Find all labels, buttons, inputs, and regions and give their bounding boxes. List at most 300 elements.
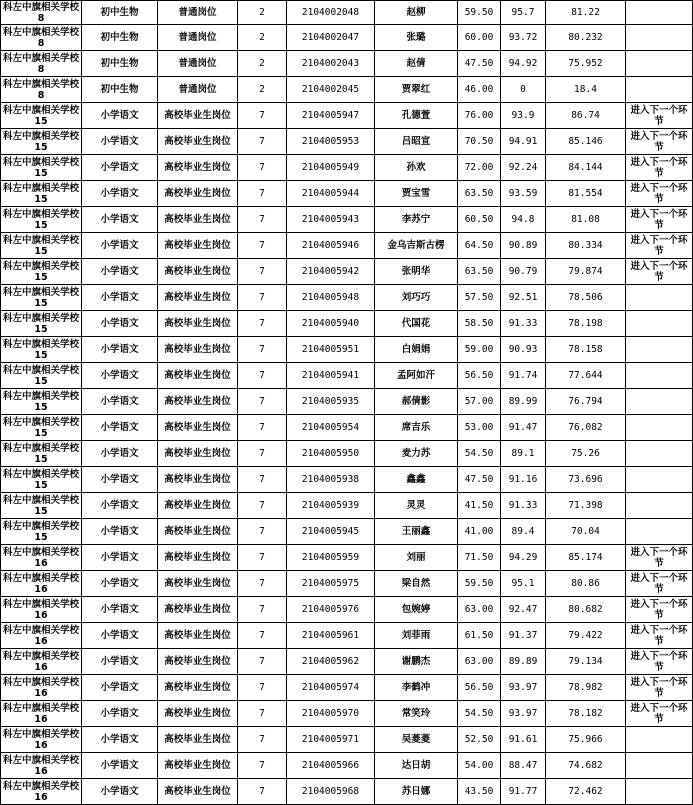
candidate-name-cell: 常笑玲 [375,701,458,727]
table-row [1,467,693,493]
candidate-name-cell: 代国花 [375,311,458,337]
total-score-cell: 85.146 [546,129,626,155]
candidate-name-cell: 席吉乐 [375,415,458,441]
exam-id-cell: 2104005975 [287,571,375,597]
candidate-name-cell: 李苏宁 [375,207,458,233]
quota-cell: 7 [238,155,287,181]
written-score-cell: 56.50 [458,675,501,701]
quota-cell: 7 [238,233,287,259]
interview-score-cell: 88.47 [501,753,546,779]
quota-cell: 2 [238,1,287,25]
candidate-name-cell: 刘菲雨 [375,623,458,649]
post-cell: 高校毕业生岗位 [158,233,238,259]
subject-cell: 小学语文 [82,233,158,259]
exam-id-cell: 2104005961 [287,623,375,649]
exam-id-cell: 2104005948 [287,285,375,311]
post-cell: 高校毕业生岗位 [158,441,238,467]
written-score-cell: 43.50 [458,779,501,805]
subject-cell: 小学语文 [82,753,158,779]
written-score-cell: 60.00 [458,25,501,51]
post-cell: 高校毕业生岗位 [158,519,238,545]
total-score-cell: 80.682 [546,597,626,623]
total-score-cell: 80.86 [546,571,626,597]
table-row [1,259,693,285]
exam-id-cell: 2104005966 [287,753,375,779]
total-score-cell: 81.554 [546,181,626,207]
post-cell: 高校毕业生岗位 [158,779,238,805]
subject-cell: 小学语文 [82,415,158,441]
interview-score-cell: 91.33 [501,311,546,337]
table-row [1,207,693,233]
candidate-name-cell: 孔德萱 [375,103,458,129]
quota-cell: 7 [238,285,287,311]
exam-id-cell: 2104005954 [287,415,375,441]
interview-score-cell: 89.1 [501,441,546,467]
candidate-name-cell: 吕昭宣 [375,129,458,155]
note-cell: 进入下一个环节 [626,181,693,207]
total-score-cell: 78.982 [546,675,626,701]
written-score-cell: 59.50 [458,1,501,25]
school-cell: 科左中旗相关学校15 [1,103,82,129]
interview-score-cell: 89.99 [501,389,546,415]
written-score-cell: 59.50 [458,571,501,597]
total-score-cell: 80.334 [546,233,626,259]
candidate-name-cell: 灵灵 [375,493,458,519]
table-row [1,727,693,753]
exam-id-cell: 2104002047 [287,25,375,51]
school-cell: 科左中旗相关学校15 [1,389,82,415]
interview-score-cell: 91.61 [501,727,546,753]
interview-score-cell: 93.59 [501,181,546,207]
post-cell: 高校毕业生岗位 [158,259,238,285]
quota-cell: 7 [238,753,287,779]
total-score-cell: 75.26 [546,441,626,467]
note-cell: 进入下一个环节 [626,207,693,233]
quota-cell: 7 [238,727,287,753]
table-row [1,1,693,25]
written-score-cell: 63.50 [458,259,501,285]
subject-cell: 小学语文 [82,207,158,233]
subject-cell: 初中生物 [82,77,158,103]
note-cell: 进入下一个环节 [626,259,693,285]
interview-score-cell: 90.93 [501,337,546,363]
subject-cell: 小学语文 [82,337,158,363]
school-cell: 科左中旗相关学校15 [1,519,82,545]
note-cell: 进入下一个环节 [626,545,693,571]
note-cell [626,285,693,311]
table-row [1,753,693,779]
note-cell: 进入下一个环节 [626,129,693,155]
subject-cell: 小学语文 [82,311,158,337]
school-cell: 科左中旗相关学校8 [1,1,82,25]
note-cell [626,441,693,467]
written-score-cell: 63.50 [458,181,501,207]
post-cell: 高校毕业生岗位 [158,181,238,207]
candidate-name-cell: 刘巧巧 [375,285,458,311]
post-cell: 高校毕业生岗位 [158,571,238,597]
written-score-cell: 54.50 [458,701,501,727]
subject-cell: 小学语文 [82,519,158,545]
table-row [1,389,693,415]
school-cell: 科左中旗相关学校15 [1,181,82,207]
table-row [1,51,693,77]
exam-id-cell: 2104005941 [287,363,375,389]
note-cell [626,779,693,805]
written-score-cell: 54.00 [458,753,501,779]
post-cell: 高校毕业生岗位 [158,363,238,389]
post-cell: 高校毕业生岗位 [158,285,238,311]
post-cell: 高校毕业生岗位 [158,103,238,129]
quota-cell: 7 [238,597,287,623]
school-cell: 科左中旗相关学校16 [1,675,82,701]
interview-score-cell: 94.92 [501,51,546,77]
school-cell: 科左中旗相关学校16 [1,753,82,779]
post-cell: 高校毕业生岗位 [158,675,238,701]
quota-cell: 7 [238,103,287,129]
school-cell: 科左中旗相关学校15 [1,363,82,389]
interview-score-cell: 0 [501,77,546,103]
table-row [1,233,693,259]
subject-cell: 小学语文 [82,285,158,311]
table-row [1,103,693,129]
post-cell: 普通岗位 [158,51,238,77]
quota-cell: 7 [238,415,287,441]
exam-id-cell: 2104005976 [287,597,375,623]
quota-cell: 2 [238,51,287,77]
note-cell: 进入下一个环节 [626,155,693,181]
quota-cell: 7 [238,467,287,493]
written-score-cell: 58.50 [458,311,501,337]
table-row [1,25,693,51]
candidate-name-cell: 郝倩影 [375,389,458,415]
candidate-name-cell: 苏日娜 [375,779,458,805]
post-cell: 普通岗位 [158,25,238,51]
written-score-cell: 57.50 [458,285,501,311]
candidate-name-cell: 赵柳 [375,1,458,25]
school-cell: 科左中旗相关学校15 [1,337,82,363]
school-cell: 科左中旗相关学校16 [1,623,82,649]
total-score-cell: 79.134 [546,649,626,675]
subject-cell: 小学语文 [82,493,158,519]
post-cell: 高校毕业生岗位 [158,389,238,415]
exam-id-cell: 2104005935 [287,389,375,415]
exam-id-cell: 2104005974 [287,675,375,701]
total-score-cell: 81.22 [546,1,626,25]
interview-score-cell: 91.33 [501,493,546,519]
school-cell: 科左中旗相关学校8 [1,77,82,103]
quota-cell: 7 [238,649,287,675]
note-cell [626,363,693,389]
school-cell: 科左中旗相关学校15 [1,259,82,285]
exam-id-cell: 2104005947 [287,103,375,129]
candidate-name-cell: 白娟娟 [375,337,458,363]
school-cell: 科左中旗相关学校16 [1,545,82,571]
subject-cell: 小学语文 [82,779,158,805]
interview-score-cell: 89.4 [501,519,546,545]
candidate-name-cell: 吴菱菱 [375,727,458,753]
table-row [1,701,693,727]
subject-cell: 小学语文 [82,363,158,389]
interview-score-cell: 93.97 [501,701,546,727]
total-score-cell: 76.082 [546,415,626,441]
exam-id-cell: 2104005959 [287,545,375,571]
interview-score-cell: 92.24 [501,155,546,181]
total-score-cell: 71.398 [546,493,626,519]
table-row [1,285,693,311]
note-cell: 进入下一个环节 [626,623,693,649]
table-row [1,779,693,805]
school-cell: 科左中旗相关学校15 [1,311,82,337]
candidate-name-cell: 刘丽 [375,545,458,571]
candidate-name-cell: 梁自然 [375,571,458,597]
note-cell: 进入下一个环节 [626,675,693,701]
post-cell: 高校毕业生岗位 [158,597,238,623]
total-score-cell: 78.182 [546,701,626,727]
exam-id-cell: 2104005940 [287,311,375,337]
interview-score-cell: 91.47 [501,415,546,441]
total-score-cell: 74.682 [546,753,626,779]
post-cell: 高校毕业生岗位 [158,155,238,181]
total-score-cell: 78.158 [546,337,626,363]
table-row [1,519,693,545]
written-score-cell: 57.00 [458,389,501,415]
candidate-name-cell: 麦力苏 [375,441,458,467]
subject-cell: 小学语文 [82,675,158,701]
total-score-cell: 79.874 [546,259,626,285]
subject-cell: 小学语文 [82,701,158,727]
total-score-cell: 80.232 [546,25,626,51]
post-cell: 高校毕业生岗位 [158,337,238,363]
candidate-name-cell: 李鹤冲 [375,675,458,701]
note-cell [626,311,693,337]
subject-cell: 小学语文 [82,259,158,285]
post-cell: 高校毕业生岗位 [158,701,238,727]
quota-cell: 7 [238,181,287,207]
post-cell: 普通岗位 [158,1,238,25]
exam-id-cell: 2104005962 [287,649,375,675]
note-cell [626,727,693,753]
interview-score-cell: 92.47 [501,597,546,623]
school-cell: 科左中旗相关学校8 [1,51,82,77]
school-cell: 科左中旗相关学校15 [1,233,82,259]
note-cell [626,1,693,25]
note-cell [626,519,693,545]
exam-id-cell: 2104005950 [287,441,375,467]
written-score-cell: 70.50 [458,129,501,155]
written-score-cell: 76.00 [458,103,501,129]
candidate-name-cell: 贾宝雪 [375,181,458,207]
written-score-cell: 56.50 [458,363,501,389]
candidate-name-cell: 金乌吉斯古楞 [375,233,458,259]
quota-cell: 7 [238,493,287,519]
written-score-cell: 63.00 [458,597,501,623]
post-cell: 高校毕业生岗位 [158,129,238,155]
post-cell: 高校毕业生岗位 [158,493,238,519]
subject-cell: 小学语文 [82,545,158,571]
subject-cell: 小学语文 [82,623,158,649]
school-cell: 科左中旗相关学校15 [1,207,82,233]
quota-cell: 7 [238,363,287,389]
note-cell [626,415,693,441]
quota-cell: 2 [238,25,287,51]
interview-score-cell: 93.97 [501,675,546,701]
table-body [1,1,693,805]
total-score-cell: 78.506 [546,285,626,311]
quota-cell: 7 [238,545,287,571]
total-score-cell: 75.952 [546,51,626,77]
interview-score-cell: 93.9 [501,103,546,129]
exam-id-cell: 2104002043 [287,51,375,77]
post-cell: 高校毕业生岗位 [158,467,238,493]
subject-cell: 小学语文 [82,181,158,207]
table-row [1,675,693,701]
post-cell: 高校毕业生岗位 [158,753,238,779]
note-cell [626,25,693,51]
interview-score-cell: 94.91 [501,129,546,155]
total-score-cell: 85.174 [546,545,626,571]
candidate-name-cell: 孙欢 [375,155,458,181]
subject-cell: 小学语文 [82,597,158,623]
candidate-name-cell: 谢鹏杰 [375,649,458,675]
school-cell: 科左中旗相关学校15 [1,129,82,155]
interview-score-cell: 91.16 [501,467,546,493]
quota-cell: 7 [238,571,287,597]
candidate-name-cell: 包婉婷 [375,597,458,623]
subject-cell: 小学语文 [82,441,158,467]
quota-cell: 7 [238,519,287,545]
school-cell: 科左中旗相关学校15 [1,441,82,467]
table-row [1,363,693,389]
school-cell: 科左中旗相关学校15 [1,155,82,181]
exam-id-cell: 2104005938 [287,467,375,493]
written-score-cell: 54.50 [458,441,501,467]
quota-cell: 7 [238,441,287,467]
subject-cell: 小学语文 [82,467,158,493]
written-score-cell: 64.50 [458,233,501,259]
subject-cell: 小学语文 [82,129,158,155]
interview-score-cell: 89.89 [501,649,546,675]
interview-score-cell: 92.51 [501,285,546,311]
exam-id-cell: 2104005951 [287,337,375,363]
table-row [1,181,693,207]
table-row [1,493,693,519]
table-row [1,337,693,363]
quota-cell: 7 [238,311,287,337]
exam-id-cell: 2104005939 [287,493,375,519]
written-score-cell: 47.50 [458,467,501,493]
note-cell [626,493,693,519]
table-row [1,571,693,597]
exam-id-cell: 2104005942 [287,259,375,285]
post-cell: 高校毕业生岗位 [158,207,238,233]
school-cell: 科左中旗相关学校16 [1,727,82,753]
interview-score-cell: 94.8 [501,207,546,233]
note-cell: 进入下一个环节 [626,103,693,129]
quota-cell: 7 [238,779,287,805]
written-score-cell: 71.50 [458,545,501,571]
interview-score-cell: 94.29 [501,545,546,571]
note-cell: 进入下一个环节 [626,701,693,727]
candidate-name-cell: 孟阿如汗 [375,363,458,389]
total-score-cell: 73.696 [546,467,626,493]
note-cell: 进入下一个环节 [626,649,693,675]
subject-cell: 初中生物 [82,1,158,25]
subject-cell: 小学语文 [82,727,158,753]
table-row [1,129,693,155]
subject-cell: 初中生物 [82,25,158,51]
table-row [1,545,693,571]
school-cell: 科左中旗相关学校16 [1,571,82,597]
total-score-cell: 77.644 [546,363,626,389]
total-score-cell: 76.794 [546,389,626,415]
total-score-cell: 70.04 [546,519,626,545]
school-cell: 科左中旗相关学校8 [1,25,82,51]
table-row [1,597,693,623]
exam-id-cell: 2104005968 [287,779,375,805]
written-score-cell: 46.00 [458,77,501,103]
school-cell: 科左中旗相关学校15 [1,285,82,311]
total-score-cell: 79.422 [546,623,626,649]
school-cell: 科左中旗相关学校16 [1,779,82,805]
quota-cell: 7 [238,259,287,285]
quota-cell: 7 [238,337,287,363]
note-cell: 进入下一个环节 [626,233,693,259]
interview-score-cell: 91.37 [501,623,546,649]
written-score-cell: 52.50 [458,727,501,753]
written-score-cell: 61.50 [458,623,501,649]
note-cell: 进入下一个环节 [626,571,693,597]
table-row [1,77,693,103]
table-row [1,623,693,649]
total-score-cell: 72.462 [546,779,626,805]
quota-cell: 7 [238,623,287,649]
subject-cell: 小学语文 [82,571,158,597]
post-cell: 高校毕业生岗位 [158,727,238,753]
subject-cell: 小学语文 [82,155,158,181]
total-score-cell: 84.144 [546,155,626,181]
post-cell: 高校毕业生岗位 [158,623,238,649]
exam-id-cell: 2104002045 [287,77,375,103]
written-score-cell: 41.50 [458,493,501,519]
total-score-cell: 18.4 [546,77,626,103]
quota-cell: 2 [238,77,287,103]
candidate-name-cell: 鑫鑫 [375,467,458,493]
written-score-cell: 59.00 [458,337,501,363]
note-cell [626,337,693,363]
note-cell [626,51,693,77]
subject-cell: 初中生物 [82,51,158,77]
note-cell [626,77,693,103]
candidate-name-cell: 贾翠红 [375,77,458,103]
written-score-cell: 60.50 [458,207,501,233]
quota-cell: 7 [238,129,287,155]
exam-id-cell: 2104005971 [287,727,375,753]
candidate-name-cell: 王丽鑫 [375,519,458,545]
note-cell [626,753,693,779]
post-cell: 高校毕业生岗位 [158,649,238,675]
quota-cell: 7 [238,675,287,701]
exam-id-cell: 2104005953 [287,129,375,155]
subject-cell: 小学语文 [82,103,158,129]
candidate-name-cell: 达日胡 [375,753,458,779]
post-cell: 高校毕业生岗位 [158,415,238,441]
school-cell: 科左中旗相关学校16 [1,701,82,727]
note-cell [626,467,693,493]
interview-score-cell: 93.72 [501,25,546,51]
candidate-name-cell: 张璐 [375,25,458,51]
total-score-cell: 86.74 [546,103,626,129]
total-score-cell: 75.966 [546,727,626,753]
